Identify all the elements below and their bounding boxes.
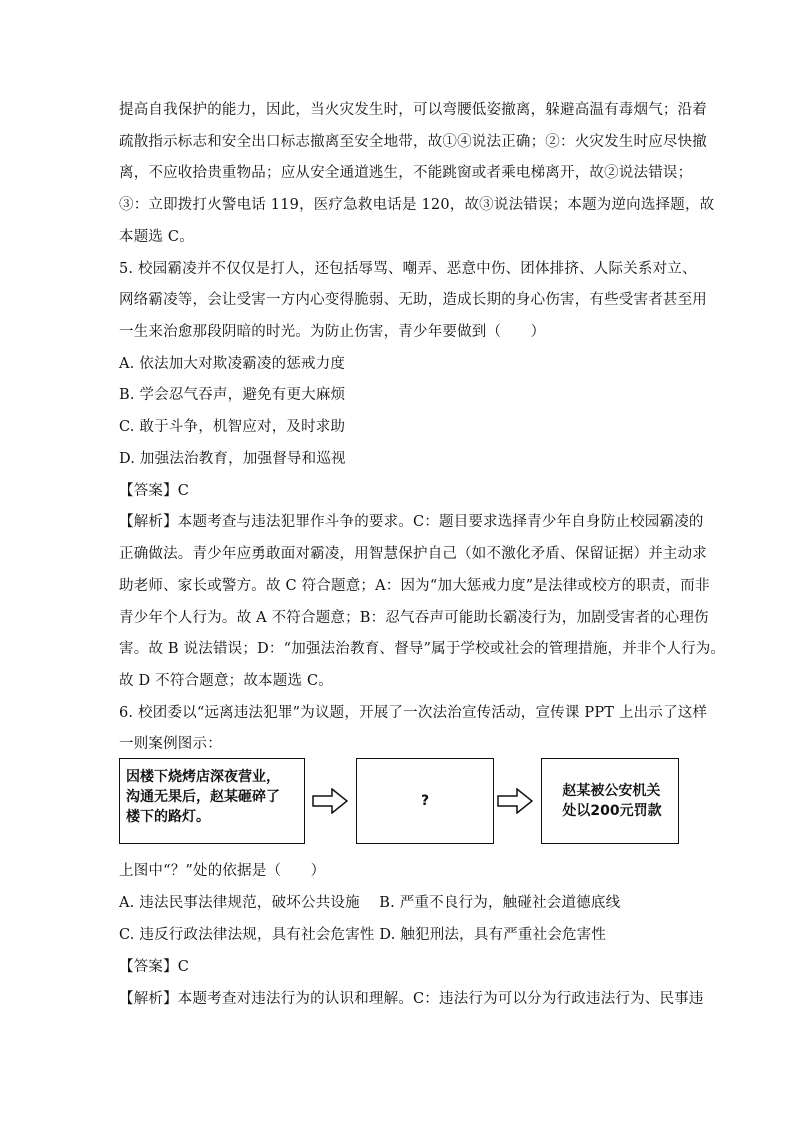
question-5-stem: 5. 校园霸凌并不仅仅是打人，还包括辱骂、嘲弄、恶意中伤、团体排挤、人际关系对立、 <box>119 261 697 277</box>
option-b: B. 学会忍气吞声，避免有更大麻烦 <box>119 387 346 403</box>
paragraph-line: 本题选 C。 <box>119 229 194 245</box>
paragraph-line: 离，不应收拾贵重物品；应从安全通道逃生，不能跳窗或者乘电梯离开，故②说法错误； <box>119 165 693 181</box>
paragraph-line: ③：立即拨打火警电话 119，医疗急救电话是 120，故③说法错误；本题为逆向选择题，故 <box>119 197 715 213</box>
case-box-line: 赵某被公安机关 <box>562 783 661 799</box>
right-arrow-icon <box>312 788 348 814</box>
option-c: C. 敢于斗争，机智应对，及时求助 <box>119 419 346 435</box>
answer-label: 【答案】C <box>119 483 190 499</box>
analysis-line: 正确做法。青少年应勇敢面对霸凌，用智慧保护自己（如不激化矛盾、保留证据）并主动求 <box>119 546 707 562</box>
case-flow-diagram <box>119 758 679 848</box>
case-box-line: 处以200元罚款 <box>562 803 662 819</box>
analysis-line: 故 D 不符合题意；故本题选 C。 <box>119 673 333 689</box>
option-d: D. 加强法治教育，加强督导和巡视 <box>119 451 346 467</box>
option-ab: A. 违法民事法律规范，破坏公共设施 B. 严重不良行为，触碰社会道德底线 <box>119 895 621 911</box>
question-5-stem: 网络霸凌等，会让受害一方内心变得脆弱、无助，造成长期的身心伤害，有些受害者甚至用 <box>119 292 707 308</box>
question-6-prompt: 上图中“？”处的依据是（ ） <box>119 863 326 879</box>
case-box-line: 因楼下烧烤店深夜营业， <box>126 769 280 785</box>
analysis-line: 【解析】本题考查对违法行为的认识和理解。C：违法行为可以分为行政违法行为、民事违 <box>119 991 704 1007</box>
question-6-stem: 一则案例图示： <box>119 736 222 752</box>
answer-label: 【答案】C <box>119 959 190 975</box>
question-5-stem: 一生来治愈那段阴暗的时光。为防止伤害，青少年要做到（ ） <box>119 324 546 340</box>
analysis-line: 害。故 B 说法错误；D：“加强法治教育、督导”属于学校或社会的管理措施，并非个人行为。 <box>119 641 726 657</box>
case-box-cause <box>119 758 305 844</box>
paragraph-line: 提高自我保护的能力，因此，当火灾发生时，可以弯腰低姿撤离，躲避高温有毒烟气；沿着 <box>119 102 707 118</box>
case-box-line: 沟通无果后，赵某砸碎了 <box>126 789 280 805</box>
option-cd: C. 违反行政法律法规，具有社会危害性 D. 触犯刑法，具有严重社会危害性 <box>119 927 607 943</box>
analysis-line: 助老师、家长或警方。故 C 符合题意；A：因为“加大惩戒力度”是法律或校方的职责，而非 <box>119 578 710 594</box>
case-box-result <box>541 758 679 844</box>
analysis-line: 青少年个人行为。故 A 不符合题意；B：忍气吞声可能助长霸凌行为，加剧受害者的心理伤 <box>119 610 709 626</box>
case-box-unknown <box>356 758 494 844</box>
case-box-line: 楼下的路灯。 <box>126 809 210 825</box>
question-6-stem: 6. 校团委以“远离违法犯罪”为议题，开展了一次法治宣传活动，宣传课 PPT 上出示了这样 <box>119 705 708 721</box>
right-arrow-icon <box>497 788 533 814</box>
analysis-line: 【解析】本题考查与违法犯罪作斗争的要求。C：题目要求选择青少年自身防止校园霸凌的 <box>119 514 704 530</box>
option-a: A. 依法加大对欺凌霸凌的惩戒力度 <box>119 356 346 372</box>
paragraph-line: 疏散指示标志和安全出口标志撤离至安全地带，故①④说法正确；②：火灾发生时应尽快撤 <box>119 134 707 150</box>
question-mark: ? <box>420 793 430 809</box>
